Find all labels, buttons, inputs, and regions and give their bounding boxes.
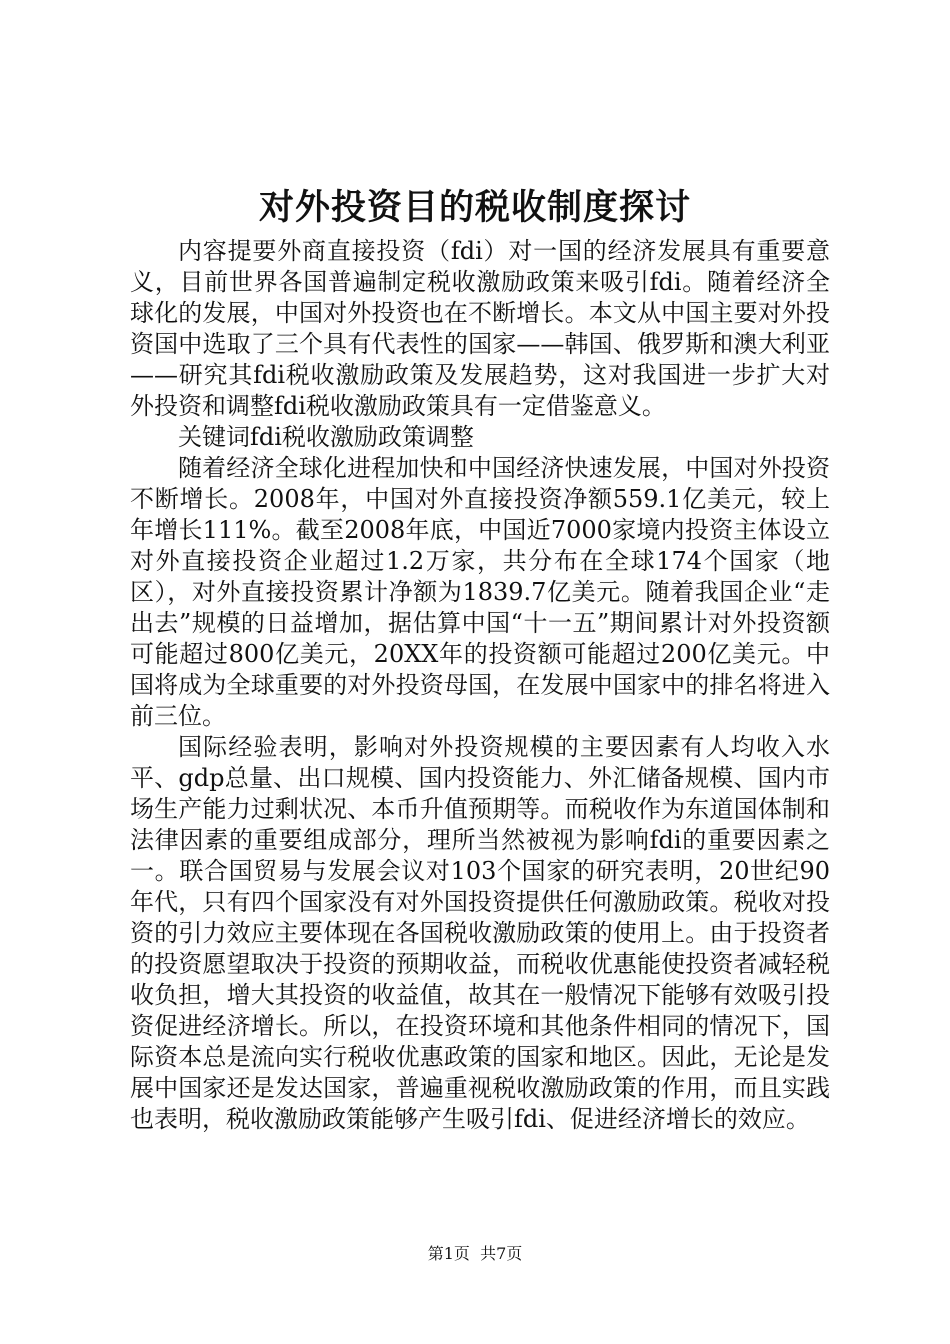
document-title: 对外投资目的税收制度探讨	[258, 187, 691, 228]
page-footer	[0, 1244, 950, 1264]
body-paragraph: 国际经验表明，影响对外投资规模的主要因素有人均收入水平、gdp总量、出口规模、国内投资能力、外汇储备规模、国内市场生产能力过剩状况、本币升值预期等。而税收作为东道国体制和法律因素的重要组成部分，理所当然被视为影响fdi的重要因素之一。联合国贸易与发展会议对103个国家的研究表明，20世纪90年代，只有四个国家没有对外国投资提供任何激励政策。税收对投资的引力效应主要体现在各国税收激励政策的使用上。由于投资者的投资愿望取决于投资的预期收益，而税收优惠能使投资者减轻税收负担，增大其投资的收益值，故其在一般情况下能够有效吸引投资促进经济增长。所以，在投资环境和其他条件相同的情况下，国际资本总是流向实行税收优惠政策的国家和地区。因此，无论是发展中国家还是发达国家，普遍重视税收激励政策的作用，而且实践也表明，税收激励政策能够产生吸引fdi、促进经济增长的效应。	[130, 733, 830, 1133]
abstract-paragraph: 内容提要外商直接投资（fdi）对一国的经济发展具有重要意义，目前世界各国普遍制定税收激励政策来吸引fdi。随着经济全球化的发展，中国对外投资也在不断增长。本文从中国主要对外投资国中选取了三个具有代表性的国家——韩国、俄罗斯和澳大利亚——研究其fdi税收激励政策及发展趋势，这对我国进一步扩大对外投资和调整fdi税收激励政策具有一定借鉴意义。	[130, 237, 830, 420]
document-body	[130, 236, 830, 1135]
body-paragraph: 随着经济全球化进程加快和中国经济快速发展，中国对外投资不断增长。2008年，中国对外直接投资净额559.1亿美元，较上年增长111%。截至2008年底，中国近7000家境内投资主体设立对外直接投资企业超过1.2万家，共分布在全球174个国家（地区），对外直接投资累计净额为1839.7亿美元。随着我国企业“走出去”规模的日益增加，据估算中国“十一五”期间累计对外投资额可能超过800亿美元，20XX年的投资额可能超过200亿美元。中国将成为全球重要的对外投资母国，在发展中国家中的排名将进入前三位。	[130, 454, 830, 730]
page-number: 第1页	[427, 1244, 470, 1263]
page-total: 共7页	[480, 1244, 523, 1263]
keywords-paragraph: 关键词fdi税收激励政策调整	[178, 423, 474, 451]
